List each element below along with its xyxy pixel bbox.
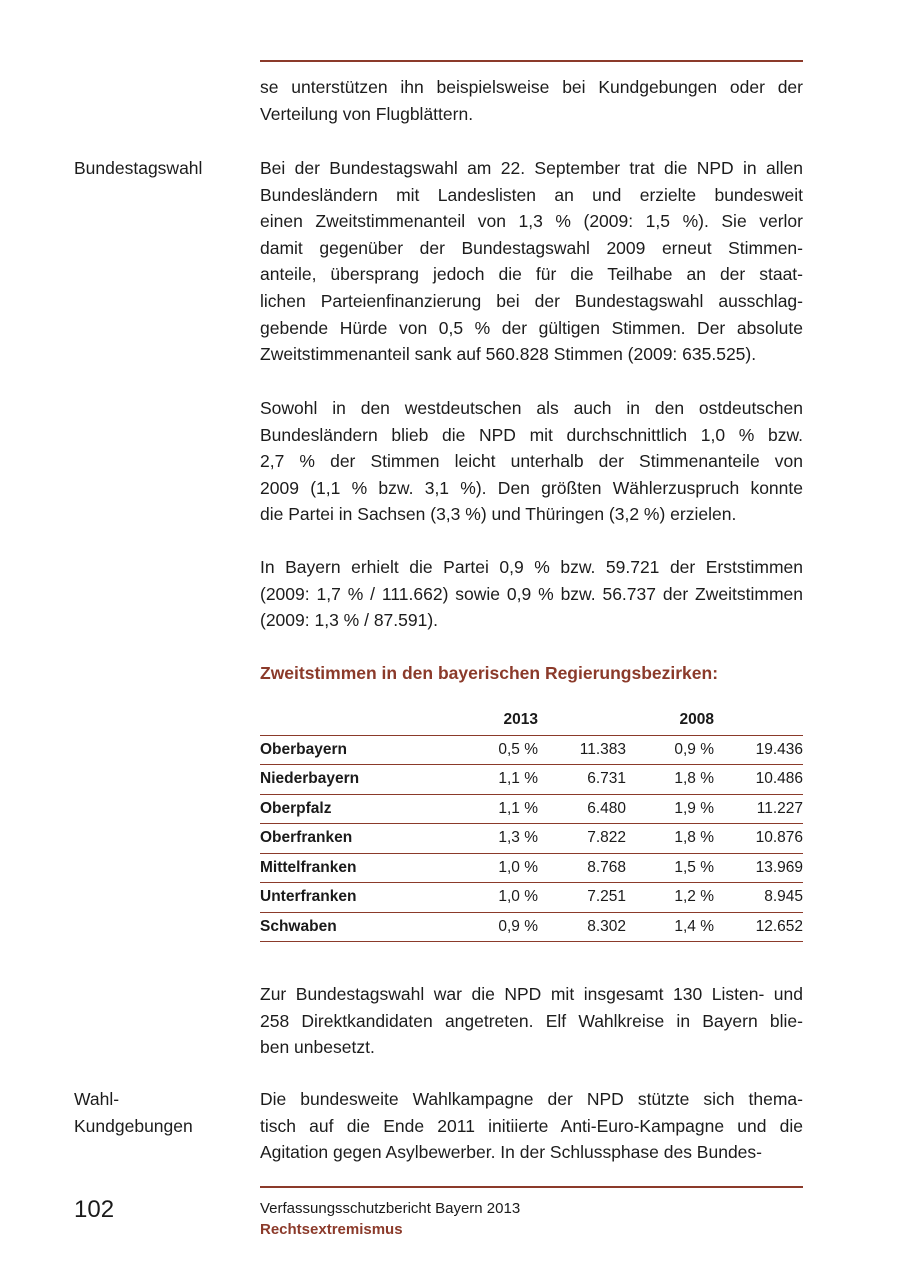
region-cell: Schwaben [260, 912, 460, 942]
page-number: 102 [74, 1196, 115, 1223]
paragraph-bayern [260, 554, 803, 634]
table-header-2013: 2013 [460, 706, 538, 735]
votes-2008-cell: 10.486 [714, 765, 803, 795]
pct-2013-cell: 0,5 % [460, 735, 538, 765]
votes-2008-cell: 12.652 [714, 912, 803, 942]
text-line: Verteilung von Flugblättern. [260, 103, 474, 124]
text-line: damit gegenüber der Bundestagswahl 2009 erneut Stimmen- [260, 237, 803, 258]
region-cell: Unterfranken [260, 883, 460, 913]
text-line: einen Zweitstimmenanteil von 1,3 % (2009: 1,5 %). Sie verlor [260, 211, 803, 232]
votes-2013-cell: 6.731 [538, 765, 626, 795]
footer-rule [260, 1186, 803, 1188]
table-row [260, 912, 803, 942]
pct-2008-cell: 1,9 % [626, 794, 714, 824]
votes-2013-cell: 11.383 [538, 735, 626, 765]
text-line: Bei der Bundestagswahl am 22. September trat die NPD in allen [260, 158, 803, 178]
margin-label-wahl-line2: Kundgebungen [74, 1115, 193, 1136]
table-row [260, 794, 803, 824]
text-line: 2,7 % der Stimmen leicht unterhalb der Stimmenanteile von [260, 451, 803, 472]
votes-2013-cell: 6.480 [538, 794, 626, 824]
paragraph-bundestagswahl [260, 155, 803, 368]
paragraph-intro [260, 74, 803, 127]
votes-2008-cell: 19.436 [714, 735, 803, 765]
text-line: (2009: 1,7 % / 111.662) sowie 0,9 % bzw. 56.737 der Zweitstimmen [260, 583, 803, 604]
text-line: gebende Hürde von 0,5 % der gültigen Stimmen. Der absolute [260, 317, 803, 338]
header-rule [260, 60, 803, 62]
pct-2008-cell: 1,4 % [626, 912, 714, 942]
votes-2008-cell: 8.945 [714, 883, 803, 913]
pct-2008-cell: 1,8 % [626, 824, 714, 854]
votes-2013-cell: 8.768 [538, 853, 626, 883]
text-line: lichen Parteienfinanzierung bei der Bundestagswahl ausschlag- [260, 290, 803, 311]
text-line: 258 Direktkandidaten angetreten. Elf Wahlkreise in Bayern blie- [260, 1010, 803, 1031]
text-line: In Bayern erhielt die Partei 0,9 % bzw. 59.721 der Erststimmen [260, 557, 803, 577]
votes-2013-cell: 7.251 [538, 883, 626, 913]
votes-2008-cell: 10.876 [714, 824, 803, 854]
pct-2013-cell: 1,1 % [460, 794, 538, 824]
paragraph-west-ost [260, 395, 803, 528]
footer [260, 1198, 520, 1240]
table-header-2008: 2008 [626, 706, 714, 735]
region-cell: Oberbayern [260, 735, 460, 765]
margin-label-wahl-line1: Wahl- [74, 1089, 120, 1109]
text-line: ben unbesetzt. [260, 1037, 375, 1058]
pct-2008-cell: 0,9 % [626, 735, 714, 765]
text-line: Zweitstimmenanteil sank auf 560.828 Stimmen (2009: 635.525). [260, 344, 757, 365]
votes-2013-cell: 7.822 [538, 824, 626, 854]
paragraph-kampagne [260, 1086, 803, 1166]
table-row [260, 824, 803, 854]
text-line: die Partei in Sachsen (3,3 %) und Thüringen (3,2 %) erzielen. [260, 504, 737, 525]
pct-2008-cell: 1,2 % [626, 883, 714, 913]
pct-2013-cell: 1,0 % [460, 883, 538, 913]
table-body [260, 735, 803, 942]
margin-label-bundestagswahl [74, 155, 244, 182]
table-row [260, 735, 803, 765]
margin-label-wahl-kundgebungen [74, 1086, 244, 1139]
text-line: Bundesländern mit Landeslisten an und erzielte bundesweit [260, 184, 803, 205]
text-line: Sowohl in den westdeutschen als auch in den ostdeutschen [260, 398, 803, 418]
region-cell: Oberpfalz [260, 794, 460, 824]
text-line: Bundesländern blieb die NPD mit durchschnittlich 1,0 % bzw. [260, 424, 803, 445]
region-cell: Oberfranken [260, 824, 460, 854]
votes-2008-cell: 13.969 [714, 853, 803, 883]
text-line: tisch auf die Ende 2011 initiierte Anti-Euro-Kampagne und die [260, 1115, 803, 1136]
text-line: (2009: 1,3 % / 87.591). [260, 610, 439, 631]
table-header-2008-votes [714, 706, 803, 735]
pct-2013-cell: 0,9 % [460, 912, 538, 942]
votes-2008-cell: 11.227 [714, 794, 803, 824]
results-table [260, 706, 803, 942]
text-line: se unterstützen ihn beispielsweise bei Kundgebungen oder der [260, 77, 803, 97]
table-row [260, 853, 803, 883]
pct-2013-cell: 1,1 % [460, 765, 538, 795]
pct-2013-cell: 1,3 % [460, 824, 538, 854]
table-row [260, 883, 803, 913]
text-line: 2009 (1,1 % bzw. 3,1 %). Den größten Wählerzuspruch konnte [260, 477, 803, 498]
footer-publication: Verfassungsschutzbericht Bayern 2013 [260, 1200, 521, 1217]
pct-2013-cell: 1,0 % [460, 853, 538, 883]
votes-2013-cell: 8.302 [538, 912, 626, 942]
text-line: anteile, übersprang jedoch die für die Teilhabe an der staat- [260, 264, 803, 285]
text-line: Zur Bundestagswahl war die NPD mit insgesamt 130 Listen- und [260, 984, 803, 1004]
table-header-2013-votes [538, 706, 626, 735]
text-line: Die bundesweite Wahlkampagne der NPD stützte sich thema- [260, 1089, 803, 1109]
footer-section: Rechtsextremismus [260, 1221, 403, 1238]
pct-2008-cell: 1,5 % [626, 853, 714, 883]
table-row [260, 765, 803, 795]
table-header-row [260, 706, 803, 735]
text-line: Agitation gegen Asylbewerber. In der Schlussphase des Bundes- [260, 1142, 762, 1163]
region-cell: Niederbayern [260, 765, 460, 795]
paragraph-kandidaten [260, 981, 803, 1061]
region-cell: Mittelfranken [260, 853, 460, 883]
table-header-region [260, 706, 460, 735]
table-heading: Zweitstimmen in den bayerischen Regierungsbezirken: [260, 663, 719, 683]
margin-label-bundestagswahl-text: Bundestagswahl [74, 158, 203, 178]
pct-2008-cell: 1,8 % [626, 765, 714, 795]
